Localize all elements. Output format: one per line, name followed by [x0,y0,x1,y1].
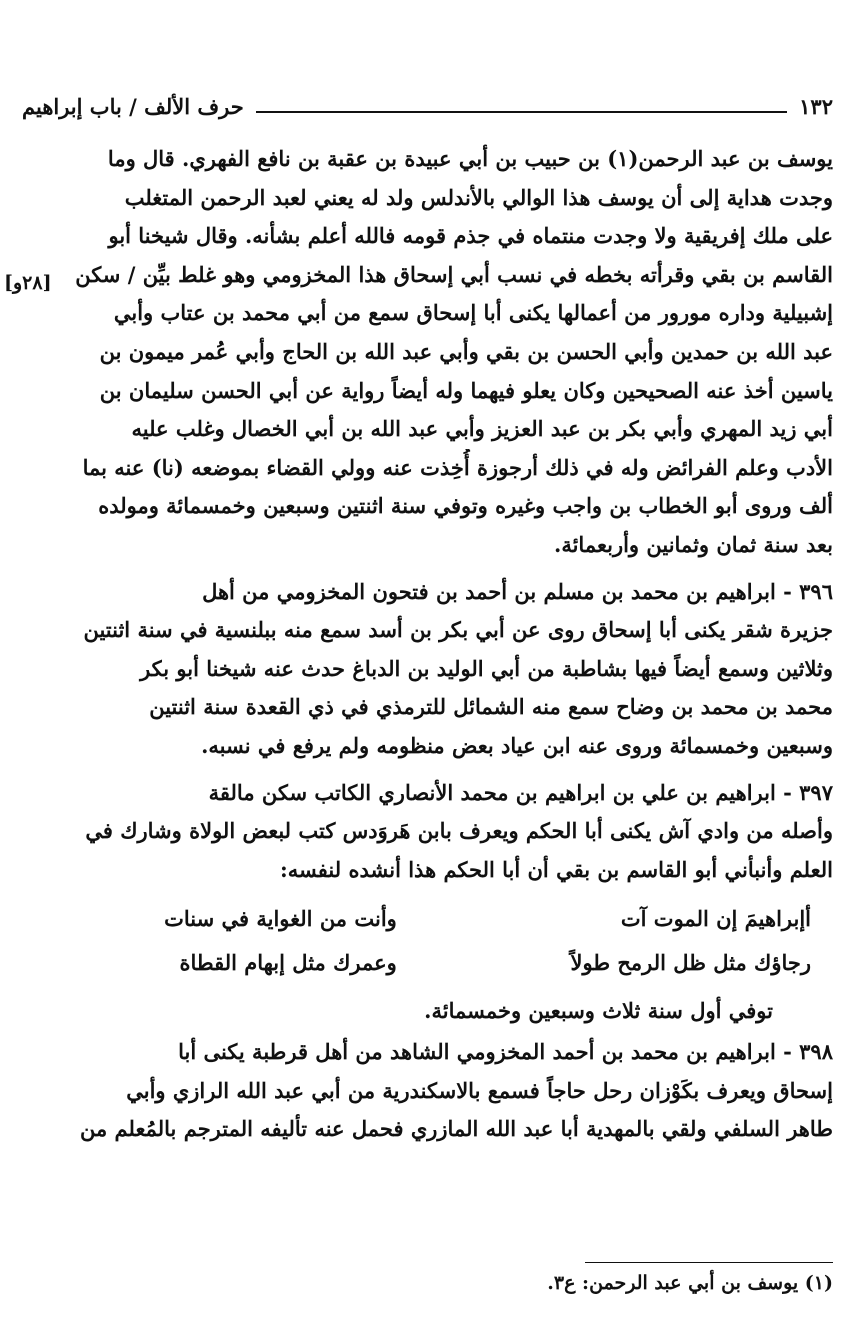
text-line: ياسين أخذ عنه الصحيحين وكان يعلو فيهما وله أيضاً رواية عن أبي الحسن سليمان بن [99,377,833,403]
poem [22,897,833,985]
text-line: جزيرة شقر يكنى أبا إسحاق روى عن أبي بكر بن أسد سمع منه ببلنسية في سنة اثنتين [83,617,833,643]
text-line: القاسم بن بقي وقرأته بخطه في نسب أبي إسحاق هذا المخزومي وهو غلط بيِّن / سكن [75,261,833,287]
text-line: إشبيلية وداره مورور من أعمالها يكنى أبا إسحاق سمع من أبي محمد بن عتاب وأبي [113,300,833,326]
poem-hemistich-left: وأنت من الغواية في سنات [164,905,397,931]
margin-folio-note: [٢٨و] [4,272,52,294]
footnote-rule [585,1262,833,1263]
poem-hemistich-left: وعمرك مثل إبهام القطاة [179,949,397,975]
text-line: وجدت هداية إلى أن يوسف هذا الوالي بالأندلس ولد له يعني لعبد الرحمن المتغلب [124,184,833,210]
text-line: ٣٩٧ - ابراهيم بن علي بن ابراهيم بن محمد الأنصاري الكاتب سكن مالقة [208,779,833,805]
text-line: ٣٩٦ - ابراهيم بن محمد بن مسلم بن أحمد بن فتحون المخزومي من أهل [202,578,833,604]
text-line: عبد الله بن حمدين وأبي الحسن بن بقي وأبي عبد الله بن الحاج وأبي عُمر ميمون بن [99,338,833,364]
poem-hemistich-right: رجاؤك مثل ظل الرمح طولاً [570,949,811,975]
paragraph-yusuf [22,140,833,565]
main-text [22,140,833,1157]
poem-verse [44,941,811,985]
text-line: الأدب وعلم الفرائض وله في ذلك أرجوزة أُخِذت عنه وولي القضاء بموضعه (نا) عنه بما [82,454,833,480]
footnote: (١) يوسف بن أبي عبد الرحمن: ع٣. [547,1272,833,1294]
header-rule [256,111,787,113]
text-line: محمد بن محمد بن وضاح سمع منه الشمائل للترمذي في ذي القعدة سنة اثنتين [149,694,833,720]
text-line: وسبعين وخمسمائة وروى عنه ابن عياد بعض منظومه ولم يرفع في نسبه. [201,732,833,758]
text-line: ٣٩٨ - ابراهيم بن محمد بن أحمد المخزومي الشاهد من أهل قرطبة يكنى أبا [178,1039,833,1065]
text-line: وأصله من وادي آش يكنى أبا الحكم ويعرف بابن هَروَدس كتب لبعض الولاة وشارك في [85,818,833,844]
text-line: العلم وأنبأني أبو القاسم بن بقي أن أبا الحكم هذا أنشده لنفسه: [280,856,833,882]
poem-death-note: توفي أول سنة ثلاث وسبعين وخمسمائة. [424,998,773,1024]
poem-verse [44,897,811,941]
text-line: بعد سنة ثمان وثمانين وأربعمائة. [554,531,833,557]
header-title: حرف الألف / باب إبراهيم [22,93,244,119]
text-line: وثلاثين وسمع أيضاً فيها بشاطبة من أبي الوليد بن الدباغ حدث عنه شيخنا أبو بكر [140,655,833,681]
paragraph-entry-397 [22,774,833,890]
text-line: إسحاق ويعرف بكَوْزان رحل حاجاً فسمع بالاسكندرية من أبي عبد الله الرازي وأبي [126,1077,833,1103]
paragraph-entry-396 [22,573,833,766]
text-line: يوسف بن عبد الرحمن(١) بن حبيب بن أبي عبيدة بن عقبة بن نافع الفهري. قال وما [107,146,833,171]
paragraph-entry-398 [22,1033,833,1149]
running-header [22,88,833,124]
text-line: أبي زيد المهري وأبي بكر بن عبد العزيز وأبي عبد الله بن أبي الخصال وغلب عليه [131,416,833,442]
text-line: طاهر السلفي ولقي بالمهدية أبا عبد الله المازري فحمل عنه تأليفه المترجم بالمُعلم من [80,1116,833,1142]
text-line: على ملك إفريقية ولا وجدت منتماه في جذم قومه فالله أعلم بشأنه. وقال شيخنا أبو [108,223,833,249]
text-line: ألف وروى أبو الخطاب بن واجب وغيره وتوفي سنة اثنتين وسبعين وخمسمائة ومولده [98,493,833,519]
page-number: ١٣٢ [799,93,833,119]
poem-hemistich-right: أإبراهيمَ إن الموت آت [620,905,811,931]
